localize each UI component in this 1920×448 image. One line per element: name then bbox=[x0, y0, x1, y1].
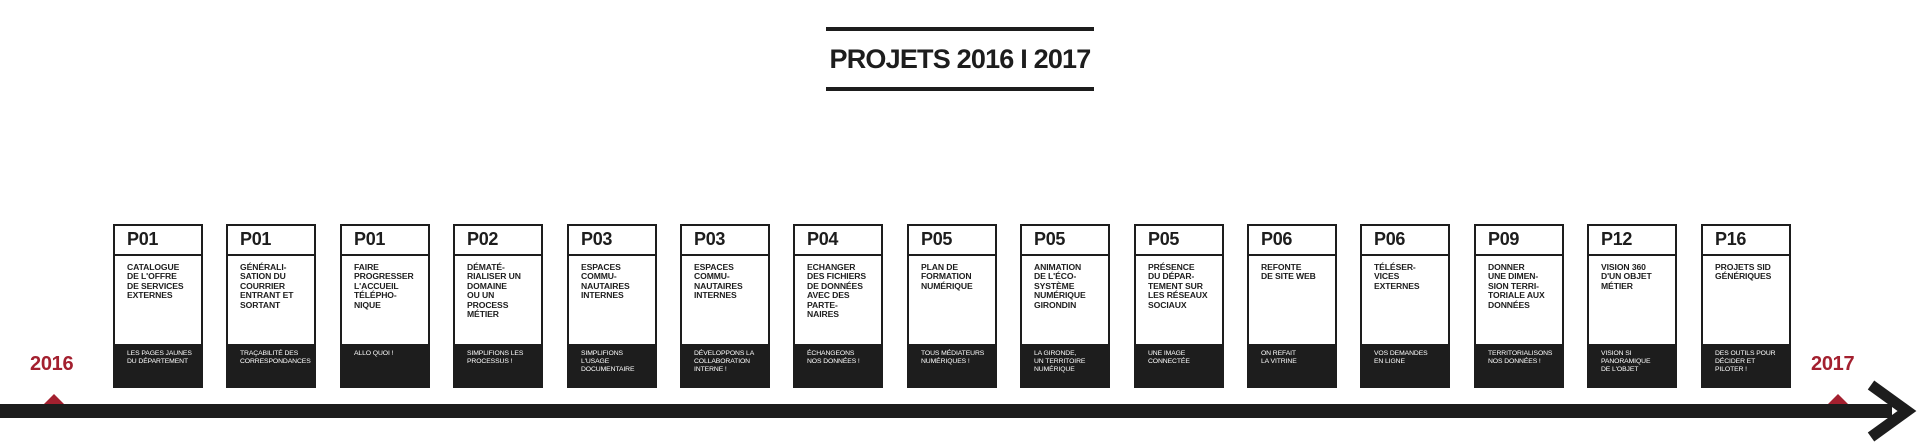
project-caption: LA GIRONDE, UN TERRITOIRE NUMÉRIQUE bbox=[1022, 344, 1108, 386]
project-title: ANIMATION DE L'ÉCO- SYSTÈME NUMÉRIQUE GIRONDIN bbox=[1034, 262, 1086, 310]
project-caption: SIMPLIFIONS LES PROCESSUS ! bbox=[455, 344, 541, 386]
project-title: DÉMATÉ- RIALISER UN DOMAINE OU UN PROCESS MÉTIER bbox=[467, 262, 521, 320]
project-code: P05 bbox=[909, 226, 995, 256]
page-title: PROJETS 2016 I 2017 bbox=[829, 43, 1091, 74]
project-caption: ALLO QUOI ! bbox=[342, 344, 428, 386]
project-title: VISION 360 D'UN OBJET MÉTIER bbox=[1601, 262, 1652, 291]
project-title: PRÉSENCE DU DÉPAR- TEMENT SUR LES RÉSEAUX SOCIAUX bbox=[1148, 262, 1208, 310]
timeline-end-marker bbox=[1828, 394, 1848, 404]
project-code: P01 bbox=[228, 226, 314, 256]
project-caption: DES OUTILS POUR DÉCIDER ET PILOTER ! bbox=[1703, 344, 1789, 386]
project-caption: TERRITORIALISONS NOS DONNÉES ! bbox=[1476, 344, 1562, 386]
project-caption: VOS DEMANDES EN LIGNE bbox=[1362, 344, 1448, 386]
timeline-axis bbox=[0, 404, 1892, 418]
project-code: P06 bbox=[1249, 226, 1335, 256]
project-code: P03 bbox=[682, 226, 768, 256]
project-caption: SIMPLIFIONS L'USAGE DOCUMENTAIRE bbox=[569, 344, 655, 386]
project-title: CATALOGUE DE L'OFFRE DE SERVICES EXTERNES bbox=[127, 262, 184, 301]
project-code: P09 bbox=[1476, 226, 1562, 256]
project-caption: TOUS MÉDIATEURS NUMÉRIQUES ! bbox=[909, 344, 995, 386]
project-caption: ON REFAIT LA VITRINE bbox=[1249, 344, 1335, 386]
project-code: P01 bbox=[342, 226, 428, 256]
project-title: ECHANGER DES FICHIERS DE DONNÉES AVEC DES PARTE- NAIRES bbox=[807, 262, 866, 320]
project-caption: ÉCHANGEONS NOS DONNÉES ! bbox=[795, 344, 881, 386]
project-title: PROJETS SID GÉNÉRIQUES bbox=[1715, 262, 1772, 282]
project-title: ESPACES COMMU- NAUTAIRES INTERNES bbox=[694, 262, 743, 301]
project-caption: UNE IMAGE CONNECTÉE bbox=[1136, 344, 1222, 386]
project-title: PLAN DE FORMATION NUMÉRIQUE bbox=[921, 262, 973, 291]
project-code: P05 bbox=[1136, 226, 1222, 256]
project-caption: DÉVELOPPONS LA COLLABORATION INTERNE ! bbox=[682, 344, 768, 386]
project-title: REFONTE DE SITE WEB bbox=[1261, 262, 1316, 282]
project-caption: TRAÇABILITÉ DES CORRESPONDANCES bbox=[228, 344, 314, 386]
project-code: P05 bbox=[1022, 226, 1108, 256]
project-caption: LES PAGES JAUNES DU DÉPARTEMENT bbox=[115, 344, 201, 386]
project-code: P01 bbox=[115, 226, 201, 256]
project-code: P16 bbox=[1703, 226, 1789, 256]
project-code: P06 bbox=[1362, 226, 1448, 256]
project-code: P03 bbox=[569, 226, 655, 256]
timeline-start-year: 2016 bbox=[30, 353, 74, 375]
project-code: P12 bbox=[1589, 226, 1675, 256]
project-caption: VISION SI PANORAMIQUE DE L'OBJET bbox=[1589, 344, 1675, 386]
project-title: FAIRE PROGRESSER L'ACCUEIL TÉLÉPHO- NIQUE bbox=[354, 262, 414, 310]
project-title: DONNER UNE DIMEN- SION TERRI- TORIALE AUX DONNÉES bbox=[1488, 262, 1545, 310]
timeline-end-year: 2017 bbox=[1811, 353, 1855, 375]
timeline-start-marker bbox=[44, 394, 64, 404]
project-code: P04 bbox=[795, 226, 881, 256]
project-title: ESPACES COMMU- NAUTAIRES INTERNES bbox=[581, 262, 630, 301]
project-title: GÉNÉRALI- SATION DU COURRIER ENTRANT ET SORTANT bbox=[240, 262, 294, 310]
project-title: TÉLÉSER- VICES EXTERNES bbox=[1374, 262, 1420, 291]
project-code: P02 bbox=[455, 226, 541, 256]
